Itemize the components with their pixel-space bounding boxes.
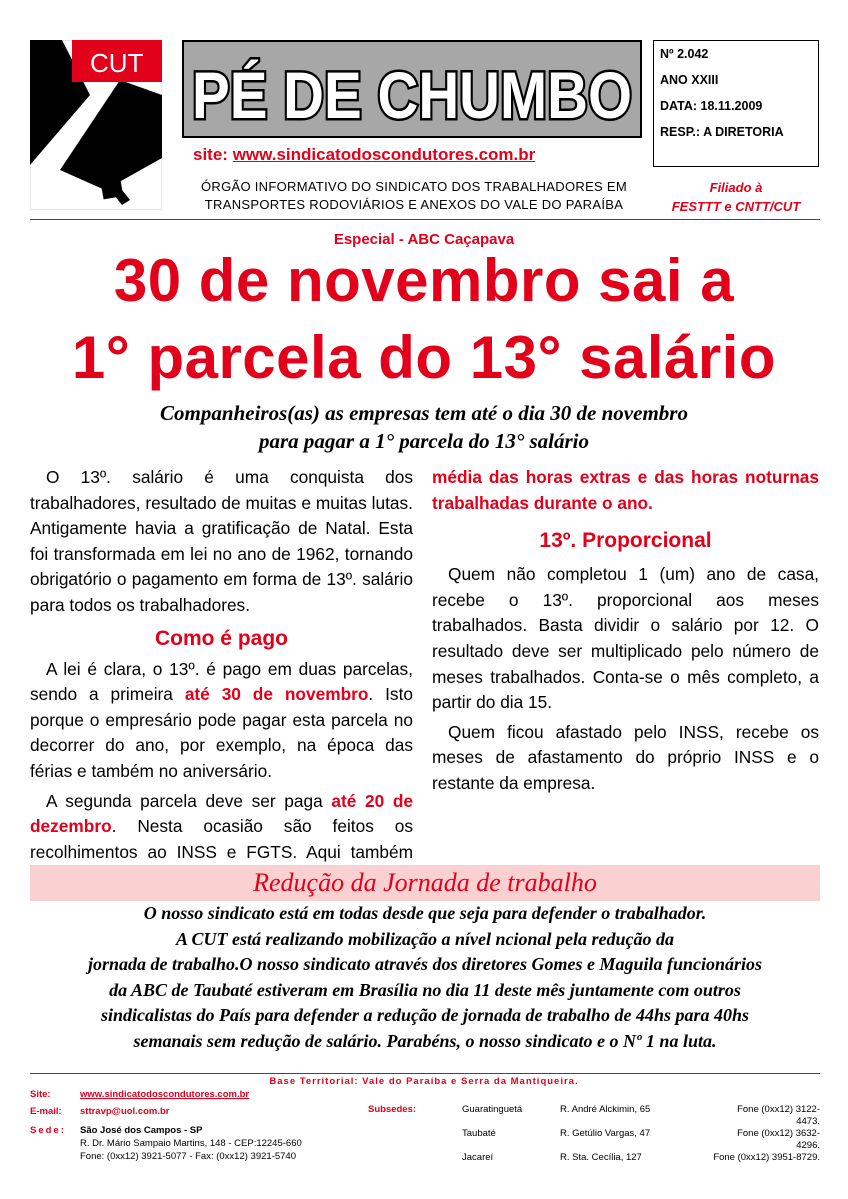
reducao-line: jornada de trabalho.O nosso sindicato através dos diretores Gomes e Maguila funcionários (87, 954, 763, 974)
subsede-address: R. Sta. Cecília, 127 (560, 1152, 642, 1163)
org-description (168, 178, 660, 214)
article-column-right (432, 465, 819, 797)
subsede-city: Taubaté (462, 1128, 496, 1139)
issue-number: Nº 2.042 (660, 47, 709, 61)
issue-info-box (653, 40, 819, 167)
footer-territory: Base Territorial: Vale do Paraíba e Serra da Mantiqueira. (269, 1076, 579, 1087)
subhead-line-2: para pagar a 1° parcela do 13° salário (258, 429, 590, 453)
subsede-phone: Fone (0xx12) 3122- (737, 1104, 820, 1115)
affiliation-line-2: FESTTT e CNTT/CUT (671, 199, 801, 214)
svg-text:PÉ DE CHUMBO: PÉ DE CHUMBO (192, 58, 632, 132)
footer-sede-city: São José dos Campos - SP (80, 1125, 203, 1136)
subsede-phone-cont: 4296. (796, 1140, 820, 1151)
paragraph-continuation: média das horas extras e das horas noturnas trabalhadas durante o ano. (432, 467, 819, 513)
issue-resp: RESP.: A DIRETORIA (660, 125, 784, 139)
site-line (193, 145, 535, 165)
footer-divider (30, 1073, 820, 1074)
headline (0, 242, 848, 396)
kicker: Especial - ABC Caçapava (333, 231, 515, 248)
subhead-line-1: Companheiros(as) as empresas tem até o dia 30 de novembro (160, 401, 688, 425)
affiliation-line-1: Filiado à (709, 180, 763, 195)
paragraph-como-e-pago: A lei é clara, o 13º. é pago em duas parcelas, sendo a primeira até 30 de novembro. Isto porque o empresário pode pagar esta parcela no decorrer do ano, por exemplo, na época das férias e também no aniversário. (30, 658, 413, 781)
subsede-address: R. André Alckimin, 65 (560, 1104, 651, 1115)
footer-subsedes-label: Subsedes: (368, 1104, 417, 1115)
logo-text: CUT (90, 48, 144, 78)
org-line-1: ÓRGÃO INFORMATIVO DO SINDICATO DOS TRABALHADORES EM (200, 179, 628, 194)
footer-site-link[interactable]: www.sindicatodoscondutores.com.br (80, 1089, 250, 1100)
reducao-body (30, 901, 820, 1054)
article-column-left (30, 465, 413, 891)
subsede-city: Jacareí (462, 1152, 494, 1163)
footer-site-label: Site: (30, 1089, 51, 1100)
site-label: site: (193, 145, 228, 164)
cut-logo (30, 40, 162, 210)
subsede-address: R. Getúlio Vargas, 47 (560, 1128, 651, 1139)
org-line-2: TRANSPORTES RODOVIÁRIOS E ANEXOS DO VALE DO PARAÍBA (204, 197, 624, 212)
footer-email-label: E-mail: (30, 1106, 62, 1117)
subsede-city: Guaratinguetá (462, 1104, 523, 1115)
footer-sede-address: R. Dr. Mário Sampaio Martins, 148 - CEP:12245-660 (80, 1138, 302, 1149)
reducao-line: sindicalistas do País para defender a redução de jornada de trabalho de 44hs para 40hs (100, 1005, 750, 1025)
headline-line-1: 30 de novembro sai a (113, 247, 735, 314)
masthead-title (182, 40, 642, 138)
subsede-phone: Fone (0xx12) 3951-8729. (713, 1152, 820, 1163)
footer-sede-phone: Fone: (0xx12) 3921-5077 - Fax: (0xx12) 3921-5740 (80, 1151, 296, 1162)
site-link[interactable]: www.sindicatodoscondutores.com.br (232, 145, 536, 164)
subsede-phone: Fone (0xx12) 3632- (737, 1128, 820, 1139)
header-divider (30, 219, 820, 220)
reducao-line: A CUT está realizando mobilização a nível ncional pela redução da (175, 928, 674, 949)
paragraph-segunda-parcela: A segunda parcela deve ser paga até 20 de dezembro. Nesta ocasião são feitos os recolhimentos ao INSS e FGTS. Aqui também (30, 790, 413, 862)
headline-line-2: 1° parcela do 13° salário (71, 324, 777, 391)
issue-date: DATA: 18.11.2009 (660, 99, 763, 113)
section-heading-como-e-pago: Como é pago (154, 626, 288, 650)
section-heading-proporcional: 13º. Proporcional (539, 529, 712, 553)
issue-year: ANO XXIII (660, 73, 719, 87)
affiliation (653, 178, 819, 216)
paragraph-proporcional: Quem não completou 1 (um) ano de casa, recebe o 13º. proporcional aos meses trabalhados. Basta dividir o salário por 12. O resultado deve ser multiplicado pelo número de meses trabalhados. Conta-se o mês completo, a partir do dia 15. (432, 564, 819, 713)
subheadline (0, 399, 848, 455)
paragraph-intro: O 13º. salário é uma conquista dos trabalhadores, resultado de muitas e muitas lutas. Antigamente havia a gratificação de Natal. Esta foi transformada em lei no ano de 1962, tornando obrigatório o pagamento em forma de 13º. salário para todos os trabalhadores. (30, 467, 413, 615)
reducao-line: da ABC de Taubaté estiveram em Brasília no dia 11 deste mês juntamente com outros (109, 979, 741, 1000)
reducao-line: semanais sem redução de salário. Parabéns, o nosso sindicato e o Nº 1 na luta. (133, 1030, 717, 1051)
footer-sede-label: Sede: (30, 1125, 66, 1136)
paragraph-inss: Quem ficou afastado pelo INSS, recebe os meses de afastamento do próprio INSS e o restante da empresa. (432, 721, 819, 793)
reducao-title: Redução da Jornada de trabalho (253, 868, 597, 897)
footer-email-link[interactable]: sttravp@uol.com.br (80, 1106, 170, 1117)
subsede-phone-cont: 4473. (796, 1116, 820, 1127)
reducao-line: O nosso sindicato está em todas desde que seja para defender o trabalhador. (143, 903, 707, 923)
